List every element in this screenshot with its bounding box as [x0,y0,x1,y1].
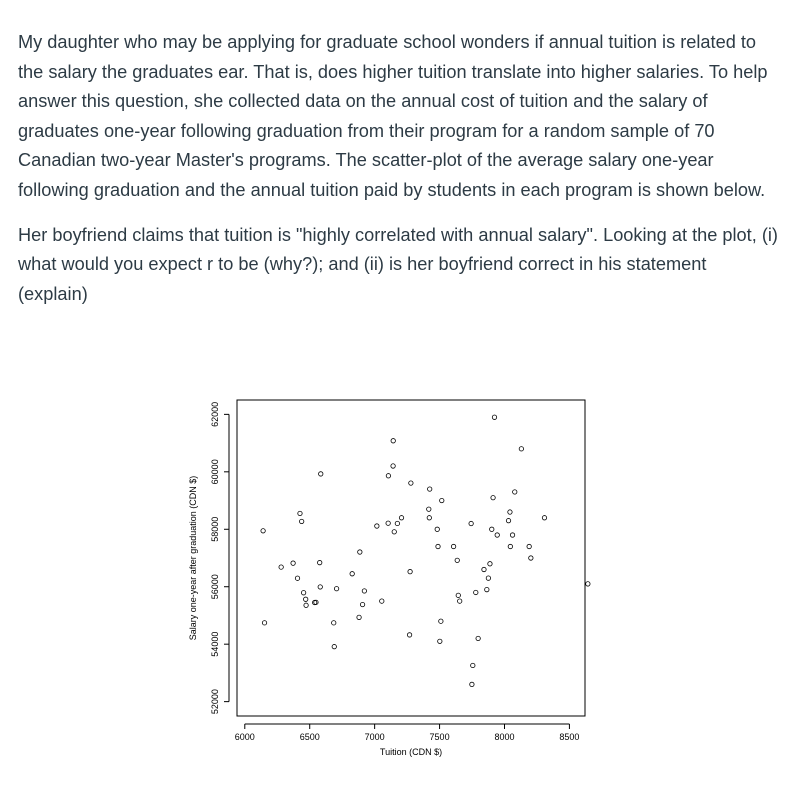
data-point [408,569,412,573]
y-tick-label: 60000 [210,459,220,485]
data-point [486,576,490,580]
data-point [395,521,399,525]
data-point [508,510,512,514]
y-tick-label: 62000 [210,401,220,427]
data-point [318,560,322,564]
data-point [386,474,390,478]
data-point [469,521,473,525]
data-point [476,636,480,640]
data-point [427,516,431,520]
x-tick-label: 7500 [429,732,450,742]
data-point [438,639,442,643]
data-point [457,599,461,603]
data-point [491,495,495,499]
data-point [495,533,499,537]
data-point [451,544,455,548]
x-axis [235,724,580,742]
data-point [375,524,379,528]
data-point [399,516,403,520]
data-point [334,587,338,591]
y-tick-label: 56000 [210,574,220,600]
data-point [357,615,361,619]
data-point [427,487,431,491]
data-point [474,590,478,594]
data-point [358,550,362,554]
data-point [513,490,517,494]
data-point [380,599,384,603]
data-point [527,544,531,548]
data-point [362,589,366,593]
data-point [409,481,413,485]
data-point [510,533,514,537]
question-text [18,28,778,324]
data-point [407,633,411,637]
data-point [303,597,307,601]
data-point [319,472,323,476]
data-point [586,582,590,586]
data-point [295,576,299,580]
data-point [506,518,510,522]
scatter-plot [0,390,790,795]
data-point [485,587,489,591]
data-point [262,621,266,625]
x-tick-label: 6500 [299,732,320,742]
data-point [318,585,322,589]
data-point [456,593,460,597]
data-point [436,544,440,548]
x-tick-label: 8500 [559,732,580,742]
data-point [261,529,265,533]
data-point [542,516,546,520]
data-point [529,556,533,560]
data-point [332,621,336,625]
data-point [435,527,439,531]
data-point [519,447,523,451]
data-point [488,562,492,566]
question-paragraph-2: Her boyfriend claims that tuition is "highly correlated with annual salary". Looking at the plot, (i) what would you expect r to be (why?); and (ii) is her boyfriend correct in his statement (explain) [18,224,778,304]
x-axis-label: Tuition (CDN $) [379,747,443,757]
y-tick-label: 52000 [210,689,220,715]
data-point [298,511,302,515]
x-tick-label: 8000 [494,732,515,742]
data-point [332,644,336,648]
y-axis-label: Salary one-year after graduation (CDN $) [188,475,198,641]
data-point [350,572,354,576]
data-point [291,561,295,565]
y-tick-label: 58000 [210,516,220,542]
data-point [427,507,431,511]
data-point [301,591,305,595]
question-paragraph-1: My daughter who may be applying for graduate school wonders if annual tuition is related to the salary the graduates ear. That is, does higher tuition translate into higher salaries. To help answer this question, she collected data on the annual cost of tuition and the salary of graduates one-year following graduation from their program for a random sample of 70 Canadian two-year Master's programs. The scatter-plot of the average salary one-year following graduation and the annual tuition paid by students in each program is shown below. [18,32,768,200]
y-tick-label: 54000 [210,631,220,657]
x-tick-label: 6000 [234,732,255,742]
data-point [490,527,494,531]
data-point [471,663,475,667]
data-point [392,530,396,534]
data-point [470,682,474,686]
data-point [482,567,486,571]
data-point [439,619,443,623]
y-axis [210,402,229,714]
data-point [508,544,512,548]
data-point [492,415,496,419]
data-point [360,602,364,606]
data-point [279,565,283,569]
data-point [440,498,444,502]
x-tick-label: 7000 [364,732,385,742]
data-point [391,439,395,443]
data-point [299,519,303,523]
data-point [391,464,395,468]
data-point [304,603,308,607]
data-point [386,521,390,525]
data-point [455,558,459,562]
data-points [261,415,590,687]
